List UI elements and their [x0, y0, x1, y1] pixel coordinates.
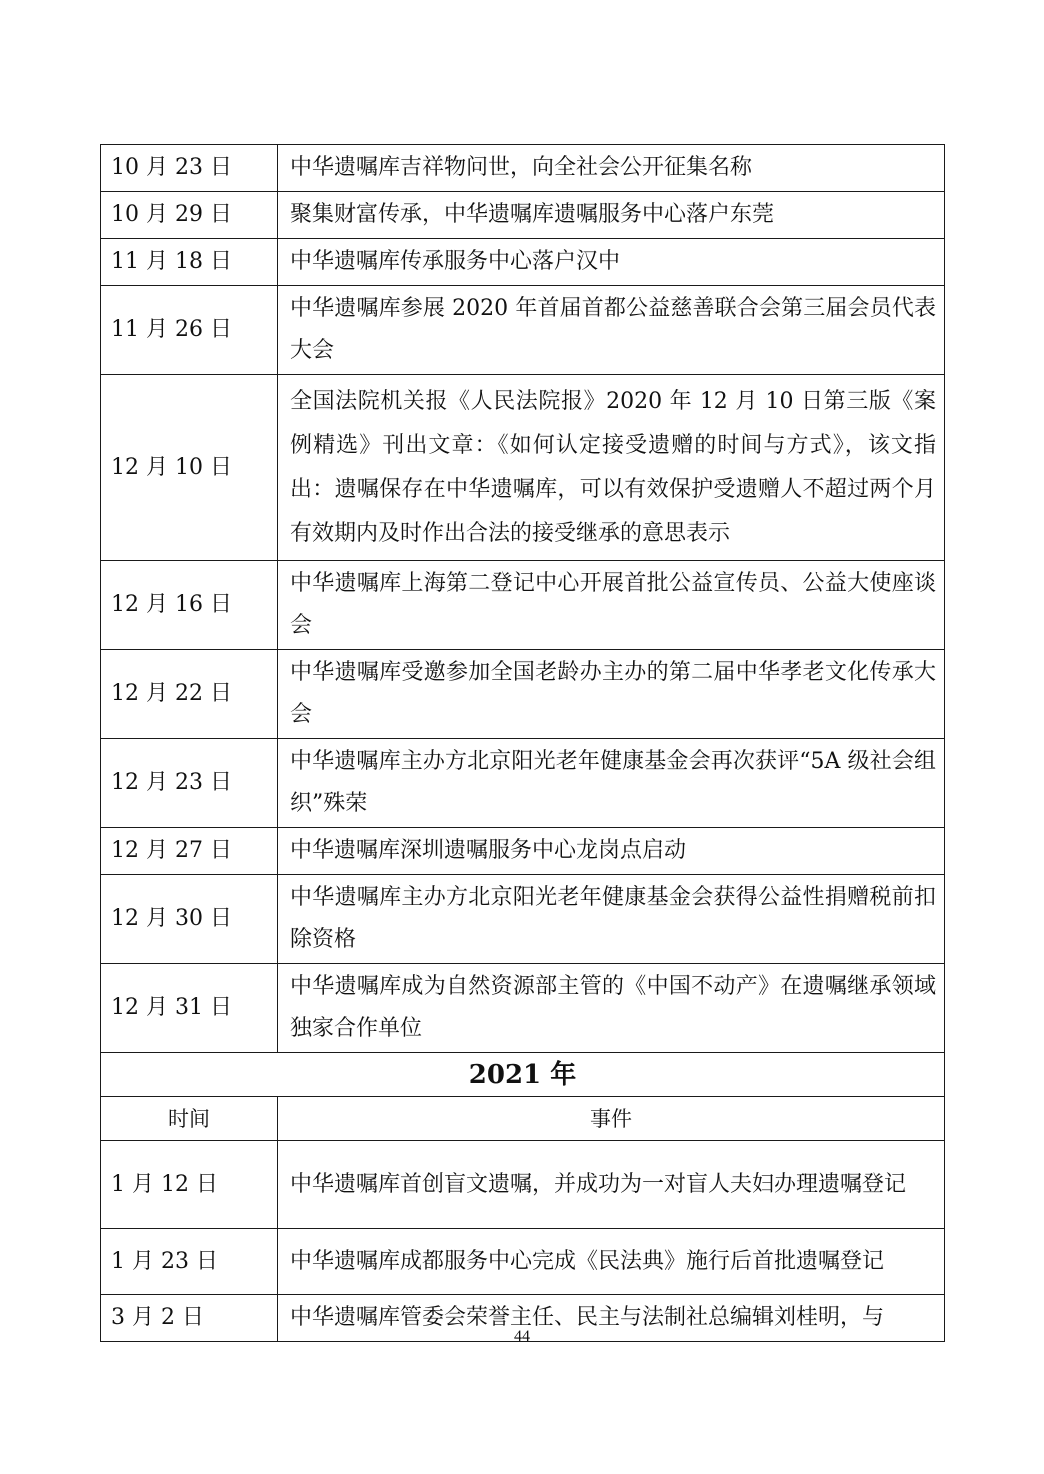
table-row — [101, 286, 945, 375]
table-row — [101, 650, 945, 739]
row-date: 12 月 22 日 — [101, 650, 278, 739]
row-date: 10 月 29 日 — [101, 192, 278, 239]
row-date: 12 月 30 日 — [101, 875, 278, 964]
page-number: 44 — [514, 1328, 530, 1345]
row-event: 中华遗嘱库主办方北京阳光老年健康基金会获得公益性捐赠税前扣除资格 — [278, 875, 945, 964]
table-row — [101, 145, 945, 192]
row-event: 中华遗嘱库吉祥物问世，向全社会公开征集名称 — [278, 145, 945, 192]
year-heading: 2021 年 — [101, 1053, 945, 1097]
column-header-event: 事件 — [278, 1097, 945, 1141]
row-event: 聚集财富传承，中华遗嘱库遗嘱服务中心落户东莞 — [278, 192, 945, 239]
table-row — [101, 1141, 945, 1229]
row-date: 12 月 31 日 — [101, 964, 278, 1053]
row-date: 12 月 23 日 — [101, 739, 278, 828]
row-date: 12 月 16 日 — [101, 561, 278, 650]
row-event: 中华遗嘱库参展 2020 年首届首都公益慈善联合会第三届会员代表大会 — [278, 286, 945, 375]
table-row — [101, 875, 945, 964]
row-date: 12 月 10 日 — [101, 375, 278, 561]
events-table — [100, 144, 945, 1342]
table-row — [101, 828, 945, 875]
row-date: 3 月 2 日 — [101, 1295, 278, 1342]
table-row — [101, 739, 945, 828]
row-date: 11 月 18 日 — [101, 239, 278, 286]
table-row — [101, 192, 945, 239]
row-event: 中华遗嘱库传承服务中心落户汉中 — [278, 239, 945, 286]
table-row — [101, 561, 945, 650]
row-date: 1 月 23 日 — [101, 1229, 278, 1295]
table-row — [101, 1229, 945, 1295]
row-event: 中华遗嘱库管委会荣誉主任、民主与法制社总编辑刘桂明，与 — [278, 1295, 945, 1342]
row-event: 中华遗嘱库成都服务中心完成《民法典》施行后首批遗嘱登记 — [278, 1229, 945, 1295]
row-event: 全国法院机关报《人民法院报》2020 年 12 月 10 日第三版《案例精选》刊出文章：《如何认定接受遗赠的时间与方式》，该文指出：遗嘱保存在中华遗嘱库，可以有效保护受遗赠人不超过两个月有效期内及时作出合法的接受继承的意思表示 — [278, 375, 945, 561]
column-header-time: 时间 — [101, 1097, 278, 1141]
row-date: 11 月 26 日 — [101, 286, 278, 375]
row-event: 中华遗嘱库成为自然资源部主管的《中国不动产》在遗嘱继承领域独家合作单位 — [278, 964, 945, 1053]
row-date: 1 月 12 日 — [101, 1141, 278, 1229]
year-heading-row — [101, 1053, 945, 1097]
table-row — [101, 964, 945, 1053]
row-event: 中华遗嘱库上海第二登记中心开展首批公益宣传员、公益大使座谈会 — [278, 561, 945, 650]
table-row — [101, 375, 945, 561]
row-event: 中华遗嘱库受邀参加全国老龄办主办的第二届中华孝老文化传承大会 — [278, 650, 945, 739]
row-event: 中华遗嘱库主办方北京阳光老年健康基金会再次获评“5A 级社会组织”殊荣 — [278, 739, 945, 828]
table-row — [101, 239, 945, 286]
row-date: 12 月 27 日 — [101, 828, 278, 875]
row-date: 10 月 23 日 — [101, 145, 278, 192]
row-event: 中华遗嘱库首创盲文遗嘱，并成功为一对盲人夫妇办理遗嘱登记 — [278, 1141, 945, 1229]
row-event: 中华遗嘱库深圳遗嘱服务中心龙岗点启动 — [278, 828, 945, 875]
column-header-row — [101, 1097, 945, 1141]
